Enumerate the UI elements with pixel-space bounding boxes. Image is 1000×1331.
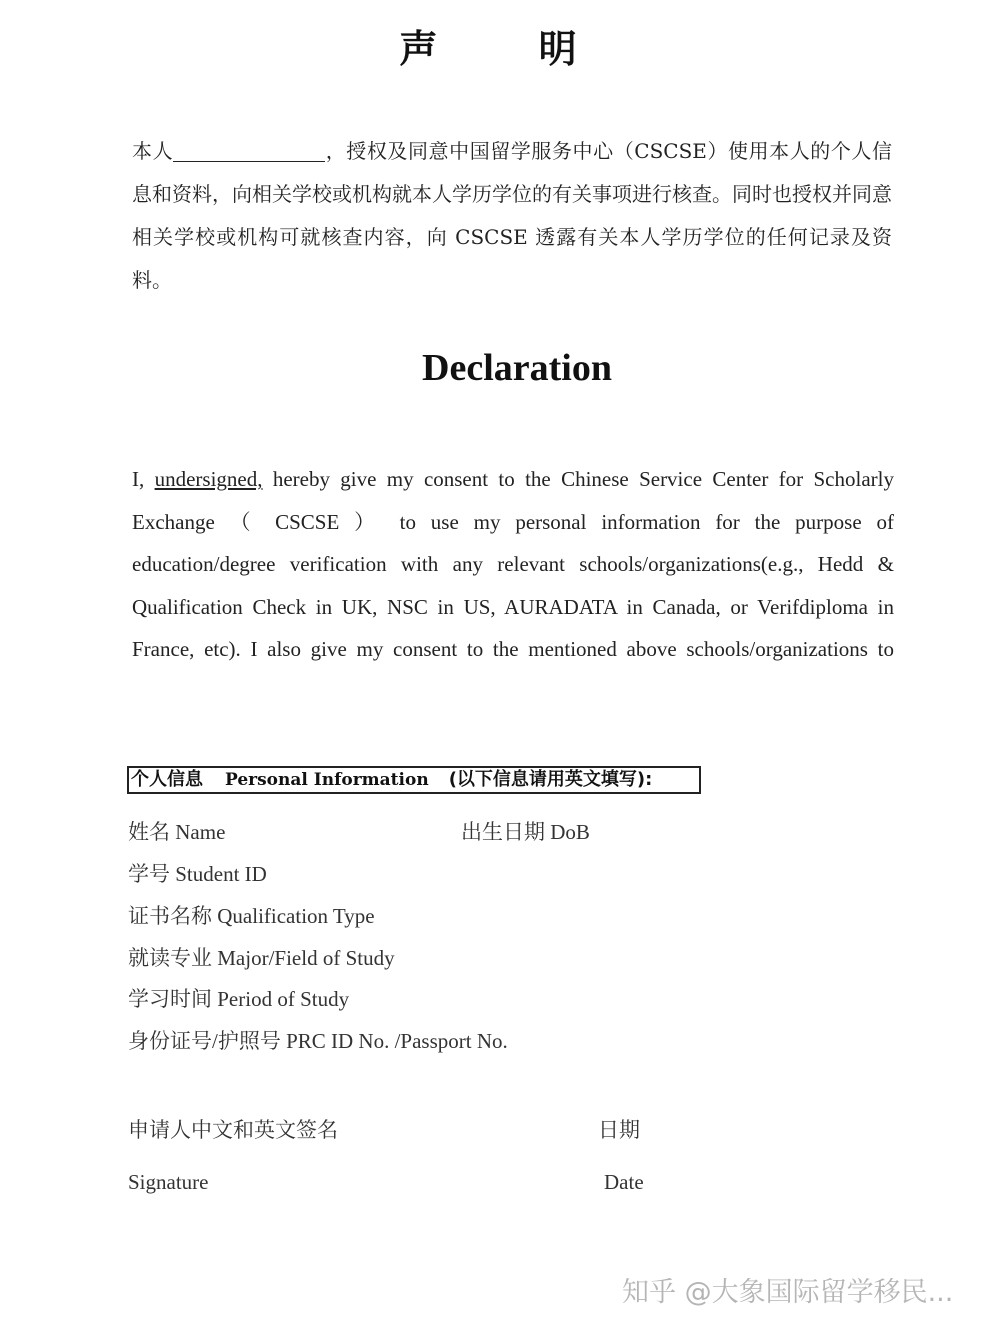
declaration-paragraph-cn: [132, 130, 892, 302]
page-title-cn: 声 明: [399, 27, 621, 71]
paragraph-en-underlined: undersigned,: [154, 467, 263, 491]
field-id-passport: 身份证号/护照号 PRC ID No. /Passport No.: [128, 1029, 508, 1053]
paragraph-cn-prefix: 本人: [132, 139, 174, 163]
page-title-en: Declaration: [422, 347, 612, 389]
signature-label-en: Signature: [128, 1170, 209, 1194]
paragraph-cn-body: ，授权及同意中国留学服务中心（CSCSE）使用本人的个人信息和资料，向相关学校或机构就本人学历学位的有关事项进行核查。同时也授权并同意相关学校或机构可就核查内容，向 CSCSE 透露有关本人学历学位的任何记录及资料。: [132, 139, 892, 292]
field-student-id: 学号 Student ID: [128, 862, 267, 886]
paragraph-en-body: hereby give my consent to the Chinese Service Center for Scholarly Exchange （ CSCSE ） to use my personal information for the purpose of education/degree verification with any relevant schools/organizations(e.g., Hedd & Qualification Check in UK, NSC in US, AURADATA in Canada, or Verifdiploma in France, etc). I also give my consent to the mentioned above schools/organizations to: [132, 467, 894, 661]
date-label-cn: 日期: [598, 1118, 640, 1142]
personal-info-heading-note: (以下信息请用英文填写):: [448, 769, 653, 790]
field-name: 姓名 Name: [128, 820, 226, 844]
field-qualification-type: 证书名称 Qualification Type: [128, 904, 375, 928]
watermark-text: 知乎 @大象国际留学移民...: [622, 1277, 954, 1308]
field-dob: 出生日期 DoB: [461, 820, 590, 844]
personal-info-heading-en: Personal Information: [225, 770, 429, 790]
field-period: 学习时间 Period of Study: [128, 987, 350, 1011]
name-blank-line: [173, 139, 325, 162]
paragraph-en-lead: I,: [132, 467, 155, 491]
personal-info-heading: [127, 766, 701, 794]
date-label-en: Date: [604, 1170, 644, 1194]
declaration-paragraph-en: [132, 458, 894, 671]
field-major: 就读专业 Major/Field of Study: [128, 946, 395, 970]
personal-info-heading-cn: 个人信息: [131, 769, 203, 790]
signature-label-cn: 申请人中文和英文签名: [128, 1118, 338, 1142]
